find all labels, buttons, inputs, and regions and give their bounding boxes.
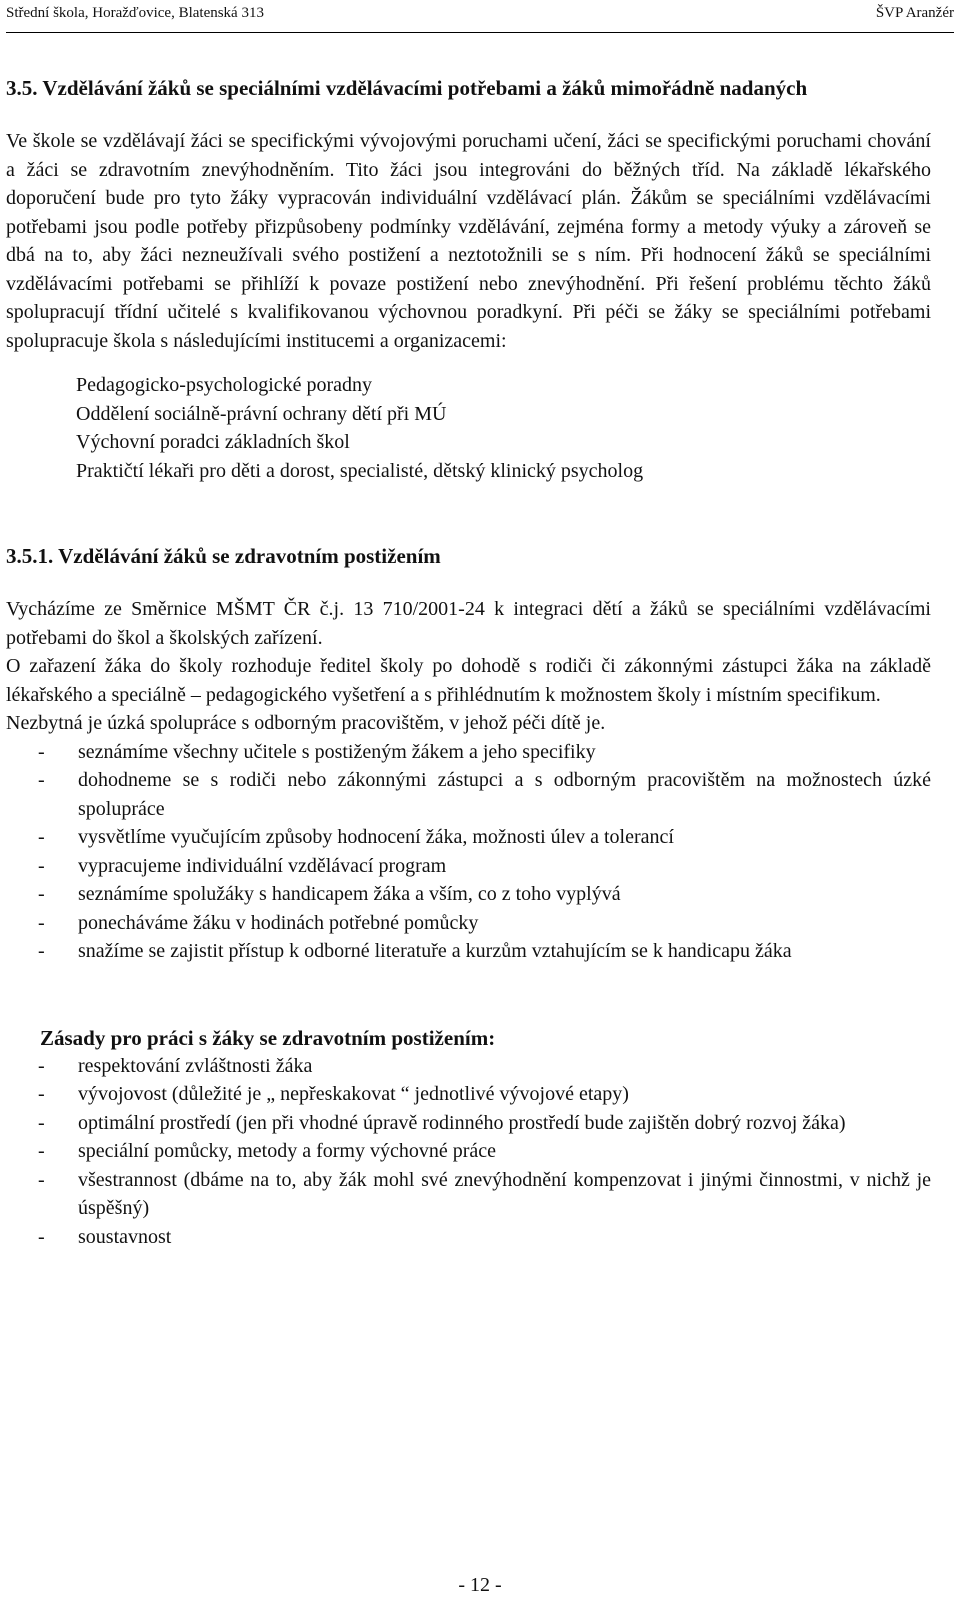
list-item (6, 880, 931, 909)
page-number: - 12 - (458, 1574, 502, 1596)
list-item (6, 766, 931, 823)
list-item (6, 909, 931, 938)
subsection-paragraph-1: Vycházíme ze Směrnice MŠMT ČR č.j. 13 710/2001-24 k integraci dětí a žáků se speciálními vzdělávacími potřebami do škol a školských zařízení. (6, 598, 931, 649)
dash-bullet: - (38, 1083, 45, 1105)
dash-bullet: - (38, 854, 45, 877)
list-item-text: respektování zvláštnosti žáka (78, 1054, 313, 1077)
list-item (6, 1137, 931, 1166)
dash-bullet: - (38, 940, 45, 962)
list-item (6, 1223, 931, 1252)
list-item (6, 823, 931, 852)
list-item (6, 1052, 931, 1081)
list-item-text: ponecháváme žáku v hodinách potřebné pomůcky (78, 911, 479, 934)
principles-title: Zásady pro práci s žáky se zdravotním postižením: (40, 1025, 496, 1050)
principles-list (6, 1052, 931, 1252)
organization-item: Výchovní poradci základních škol (76, 431, 350, 453)
header-divider (6, 32, 954, 33)
organization-item: Oddělení sociálně-právní ochrany dětí při MÚ (76, 402, 447, 425)
organization-item: Pedagogicko-psychologické poradny (76, 374, 373, 396)
subsection-paragraph-3: Nezbytná je úzká spolupráce s odborným pracovištěm, v jehož péči dítě je. (6, 712, 606, 734)
list-item (6, 1166, 931, 1223)
dash-bullet: - (38, 769, 45, 791)
list-item-text: snažíme se zajistit přístup k odborné literatuře a kurzům vztahujícím se k handicapu žáka (78, 940, 792, 962)
page-content (6, 74, 931, 1251)
header-program: ŠVP Aranžér (875, 5, 954, 21)
list-item-text: vysvětlíme vyučujícím způsoby hodnocení žáka, možnosti úlev a tolerancí (78, 826, 674, 848)
subsection-title: 3.5.1. Vzdělávání žáků se zdravotním postižením (6, 544, 441, 568)
list-item (6, 1109, 931, 1138)
dash-bullet: - (38, 1225, 45, 1248)
list-item (6, 1080, 931, 1109)
list-item-text: vývojovost (důležité je „ nepřeskakovat “ jednotlivé vývojové etapy) (78, 1083, 629, 1105)
list-item-text: optimální prostředí (jen při vhodné úpravě rodinného prostředí bude zajištěn dobrý rozvoj žáka) (78, 1111, 846, 1134)
dash-bullet: - (38, 1168, 45, 1191)
dash-bullet: - (38, 826, 45, 848)
list-item (6, 738, 931, 767)
header-school: Střední škola, Horažďovice, Blatenská 313 (6, 5, 264, 21)
page-header (6, 4, 954, 22)
subsection-paragraph-2: O zařazení žáka do školy rozhoduje ředitel školy po dohodě s rodiči či zákonnými zástupci žáka na základě lékařského a speciálně – pedagogického vyšetření a s přihlédnutím k možnostem školy i místním specifikum. (6, 655, 931, 706)
list-item-text: seznámíme spolužáky s handicapem žáka a vším, co z toho vyplývá (78, 883, 621, 905)
organizations-list (76, 371, 931, 485)
dash-bullet: - (38, 1054, 45, 1077)
list-item (6, 852, 931, 881)
list-item-text: seznámíme všechny učitele s postiženým žákem a jeho specifiky (78, 740, 596, 763)
dash-bullet: - (38, 1140, 45, 1162)
list-item-text: všestrannost (dbáme na to, aby žák mohl své znevýhodnění kompenzovat i jinými činnostmi, v nichž je úspěšný) (78, 1168, 931, 1219)
list-item-text: dohodneme se s rodiči nebo zákonnými zástupci a s odborným pracovištěm na možnostech úzké spolupráce (78, 769, 931, 820)
list-item (6, 937, 931, 966)
section-title: 3.5. Vzdělávání žáků se speciálními vzdělávacími potřebami a žáků mimořádně nadaných (6, 76, 808, 100)
section-intro: Ve škole se vzdělávají žáci se specifickými vývojovými poruchami učení, žáci se specifickými poruchami chování a žáci se zdravotním znevýhodněním. Tito žáci jsou integrováni do běžných tříd. Na základě lékařského doporučení bude pro tyto žáky vypracován individuální vzdělávací plán. Žákům se speciálními vzdělávacími potřebami jsou podle potřeby přizpůsobeny podmínky vzdělávání, zejména formy a metody výuky a zároveň se dbá na to, aby žáci nezneužívali svého postižení a neztotožnili se s ním. Při hodnocení žáků se speciálními vzdělávacími potřebami se přihlíží k povaze postižení nebo znevýhodnění. Při řešení problému těchto žáků spolupracují třídní učitelé s kvalifikovanou výchovnou poradkyní. Při péči se žáky se speciálními potřebami spolupracuje škola s následujícími institucemi a organizacemi: (6, 130, 931, 352)
organization-item: Praktičtí lékaři pro děti a dorost, specialisté, dětský klinický psycholog (76, 459, 644, 482)
cooperation-list (6, 738, 931, 966)
list-item-text: soustavnost (78, 1225, 172, 1248)
dash-bullet: - (38, 883, 45, 905)
dash-bullet: - (38, 1111, 45, 1134)
list-item-text: vypracujeme individuální vzdělávací program (78, 854, 447, 877)
dash-bullet: - (38, 740, 45, 763)
list-item-text: speciální pomůcky, metody a formy výchovné práce (78, 1140, 497, 1162)
dash-bullet: - (38, 911, 45, 934)
